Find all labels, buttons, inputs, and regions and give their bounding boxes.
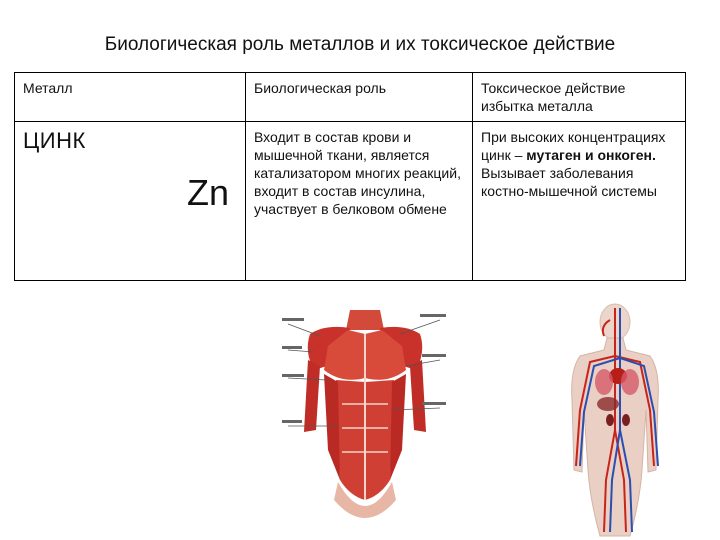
toxic-bold-text: мутаген и онкоген. [526,147,656,163]
muscle-label-2 [282,346,302,349]
metal-symbol: Zn [186,172,229,213]
table-header-row [15,73,686,122]
slide-title: Биологическая роль металлов и их токсическое действие [104,34,616,55]
muscular-torso-image [280,300,450,540]
header-metal: Металл [15,73,246,122]
toxic-cell [473,122,686,281]
metal-info-table [14,72,686,281]
table-row [15,122,686,281]
metal-cell [15,122,246,281]
muscle-label-6 [422,402,446,405]
metal-name: ЦИНК [23,128,86,153]
header-toxic: Токсическое действие избытка металла [473,73,686,122]
toxic-rest-text: Вызывает заболевания костно-мышечной системы [481,165,657,199]
muscle-label-5 [422,354,446,357]
role-cell: Входит в состав крови и мышечной ткани, является катализатором многих реакций, входит в состав инсулина, участвует в белковом обмене [246,122,473,281]
muscle-label-1 [282,318,304,321]
toxic-intro-text: При высоких концентрациях цинк – [481,129,666,163]
muscle-label-4 [420,314,446,317]
muscle-label-3 [282,374,304,377]
header-role: Биологическая роль [246,73,473,122]
muscle-label-7 [282,420,302,423]
circulatory-system-image [560,300,670,540]
